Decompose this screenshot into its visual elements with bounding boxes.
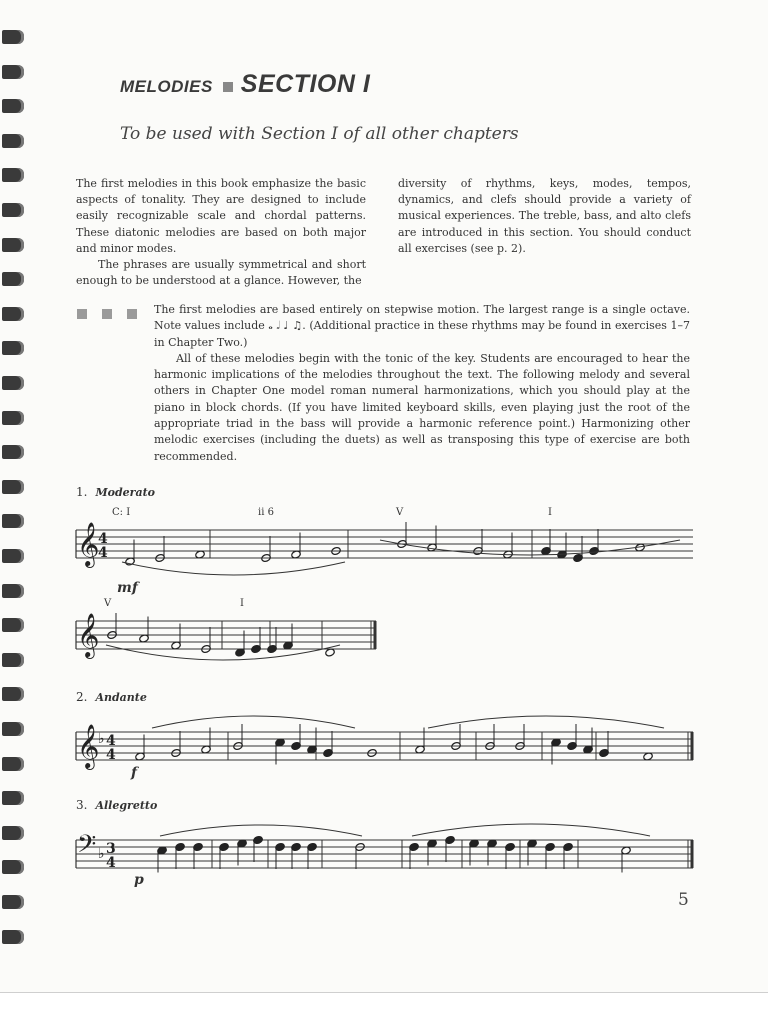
page-bottom-edge (0, 992, 768, 1025)
slur (152, 716, 355, 728)
flat-icon: ♭ (98, 846, 105, 862)
chord-symbol: C: I (112, 507, 131, 518)
slur (106, 645, 340, 660)
slur (122, 562, 345, 575)
treble-clef-icon: 𝄞 (77, 613, 100, 657)
staff-exercise-1-line-1 (76, 522, 693, 575)
exercise-number: 3. (76, 798, 88, 812)
dynamic-marking: p (134, 872, 144, 888)
staff-exercise-1-line-2 (76, 613, 376, 660)
intro-paragraph: The phrases are usually symmetrical and short enough to be understood at a glance. However, the (76, 258, 366, 288)
staff-exercise-3 (76, 824, 693, 873)
time-signature-bottom: 4 (106, 855, 116, 871)
tempo-marking: Allegretto (95, 799, 158, 812)
dynamic-marking: mf (117, 580, 138, 596)
tempo-marking: Andante (95, 691, 147, 704)
chord-symbol: V (104, 598, 112, 609)
exercise-number: 2. (76, 690, 88, 704)
note-paragraph: The first melodies are based entirely on stepwise motion. The largest range is a single octave. Note values include 𝅝 𝅗𝅥 ♩ ♫. (Additional practice in these rhythms may be found in exercises 1–7 in Chapter Two.) (154, 303, 690, 349)
note-paragraph: All of these melodies begin with the tonic of the key. Students are encouraged to hear the harmonic implications of the melodies throughout the text. The following melody and several others in Chapter One model roman numeral harmonizations, which you should play at the piano in block chords. (If you have limited keyboard skills, even playing just the root of the appropriate triad in the bass will provide a harmonic reference point.) Harmonizing other melodic exercises (including the duets) as well as transposing this type of exercise are both recommended. (154, 351, 690, 463)
treble-clef-icon: 𝄞 (77, 522, 100, 566)
flat-icon: ♭ (98, 731, 105, 747)
intro-paragraph: diversity of rhythms, keys, modes, tempos, dynamics, and clefs should provide a variety of musical experiences. The treble, bass, and alto clefs are introduced in this section. You should conduct all exercises (see p. 2). (398, 177, 691, 255)
staff-exercise-2 (76, 716, 693, 770)
section-subtitle: To be used with Section I of all other chapters (120, 124, 519, 144)
slur (412, 824, 650, 836)
chord-symbol: ii 6 (258, 507, 274, 518)
heading-label: MELODIES (120, 77, 213, 96)
slur (380, 540, 680, 555)
dynamic-marking: f (131, 765, 138, 781)
time-signature-top: 4 (106, 733, 116, 749)
exercise-number: 1. (76, 485, 88, 499)
time-signature-bottom: 4 (98, 545, 108, 561)
chord-symbol: I (240, 598, 244, 609)
slur (160, 825, 362, 836)
bass-clef-icon: 𝄢 (77, 830, 97, 865)
page-number: 5 (678, 890, 689, 910)
chord-symbol: I (548, 507, 552, 518)
time-signature-top: 3 (106, 841, 116, 857)
treble-clef-icon: 𝄞 (77, 724, 100, 768)
time-signature-top: 4 (98, 531, 108, 547)
tempo-marking: Moderato (95, 486, 155, 499)
intro-paragraph: The first melodies in this book emphasize the basic aspects of tonality. They are designed to include easily recognizable scale and chordal patterns. These diatonic melodies are based on both major and minor modes. (76, 177, 366, 255)
chord-symbol: V (396, 507, 404, 518)
slur (428, 716, 664, 728)
heading-section: SECTION I (240, 70, 371, 98)
time-signature-bottom: 4 (106, 747, 116, 763)
